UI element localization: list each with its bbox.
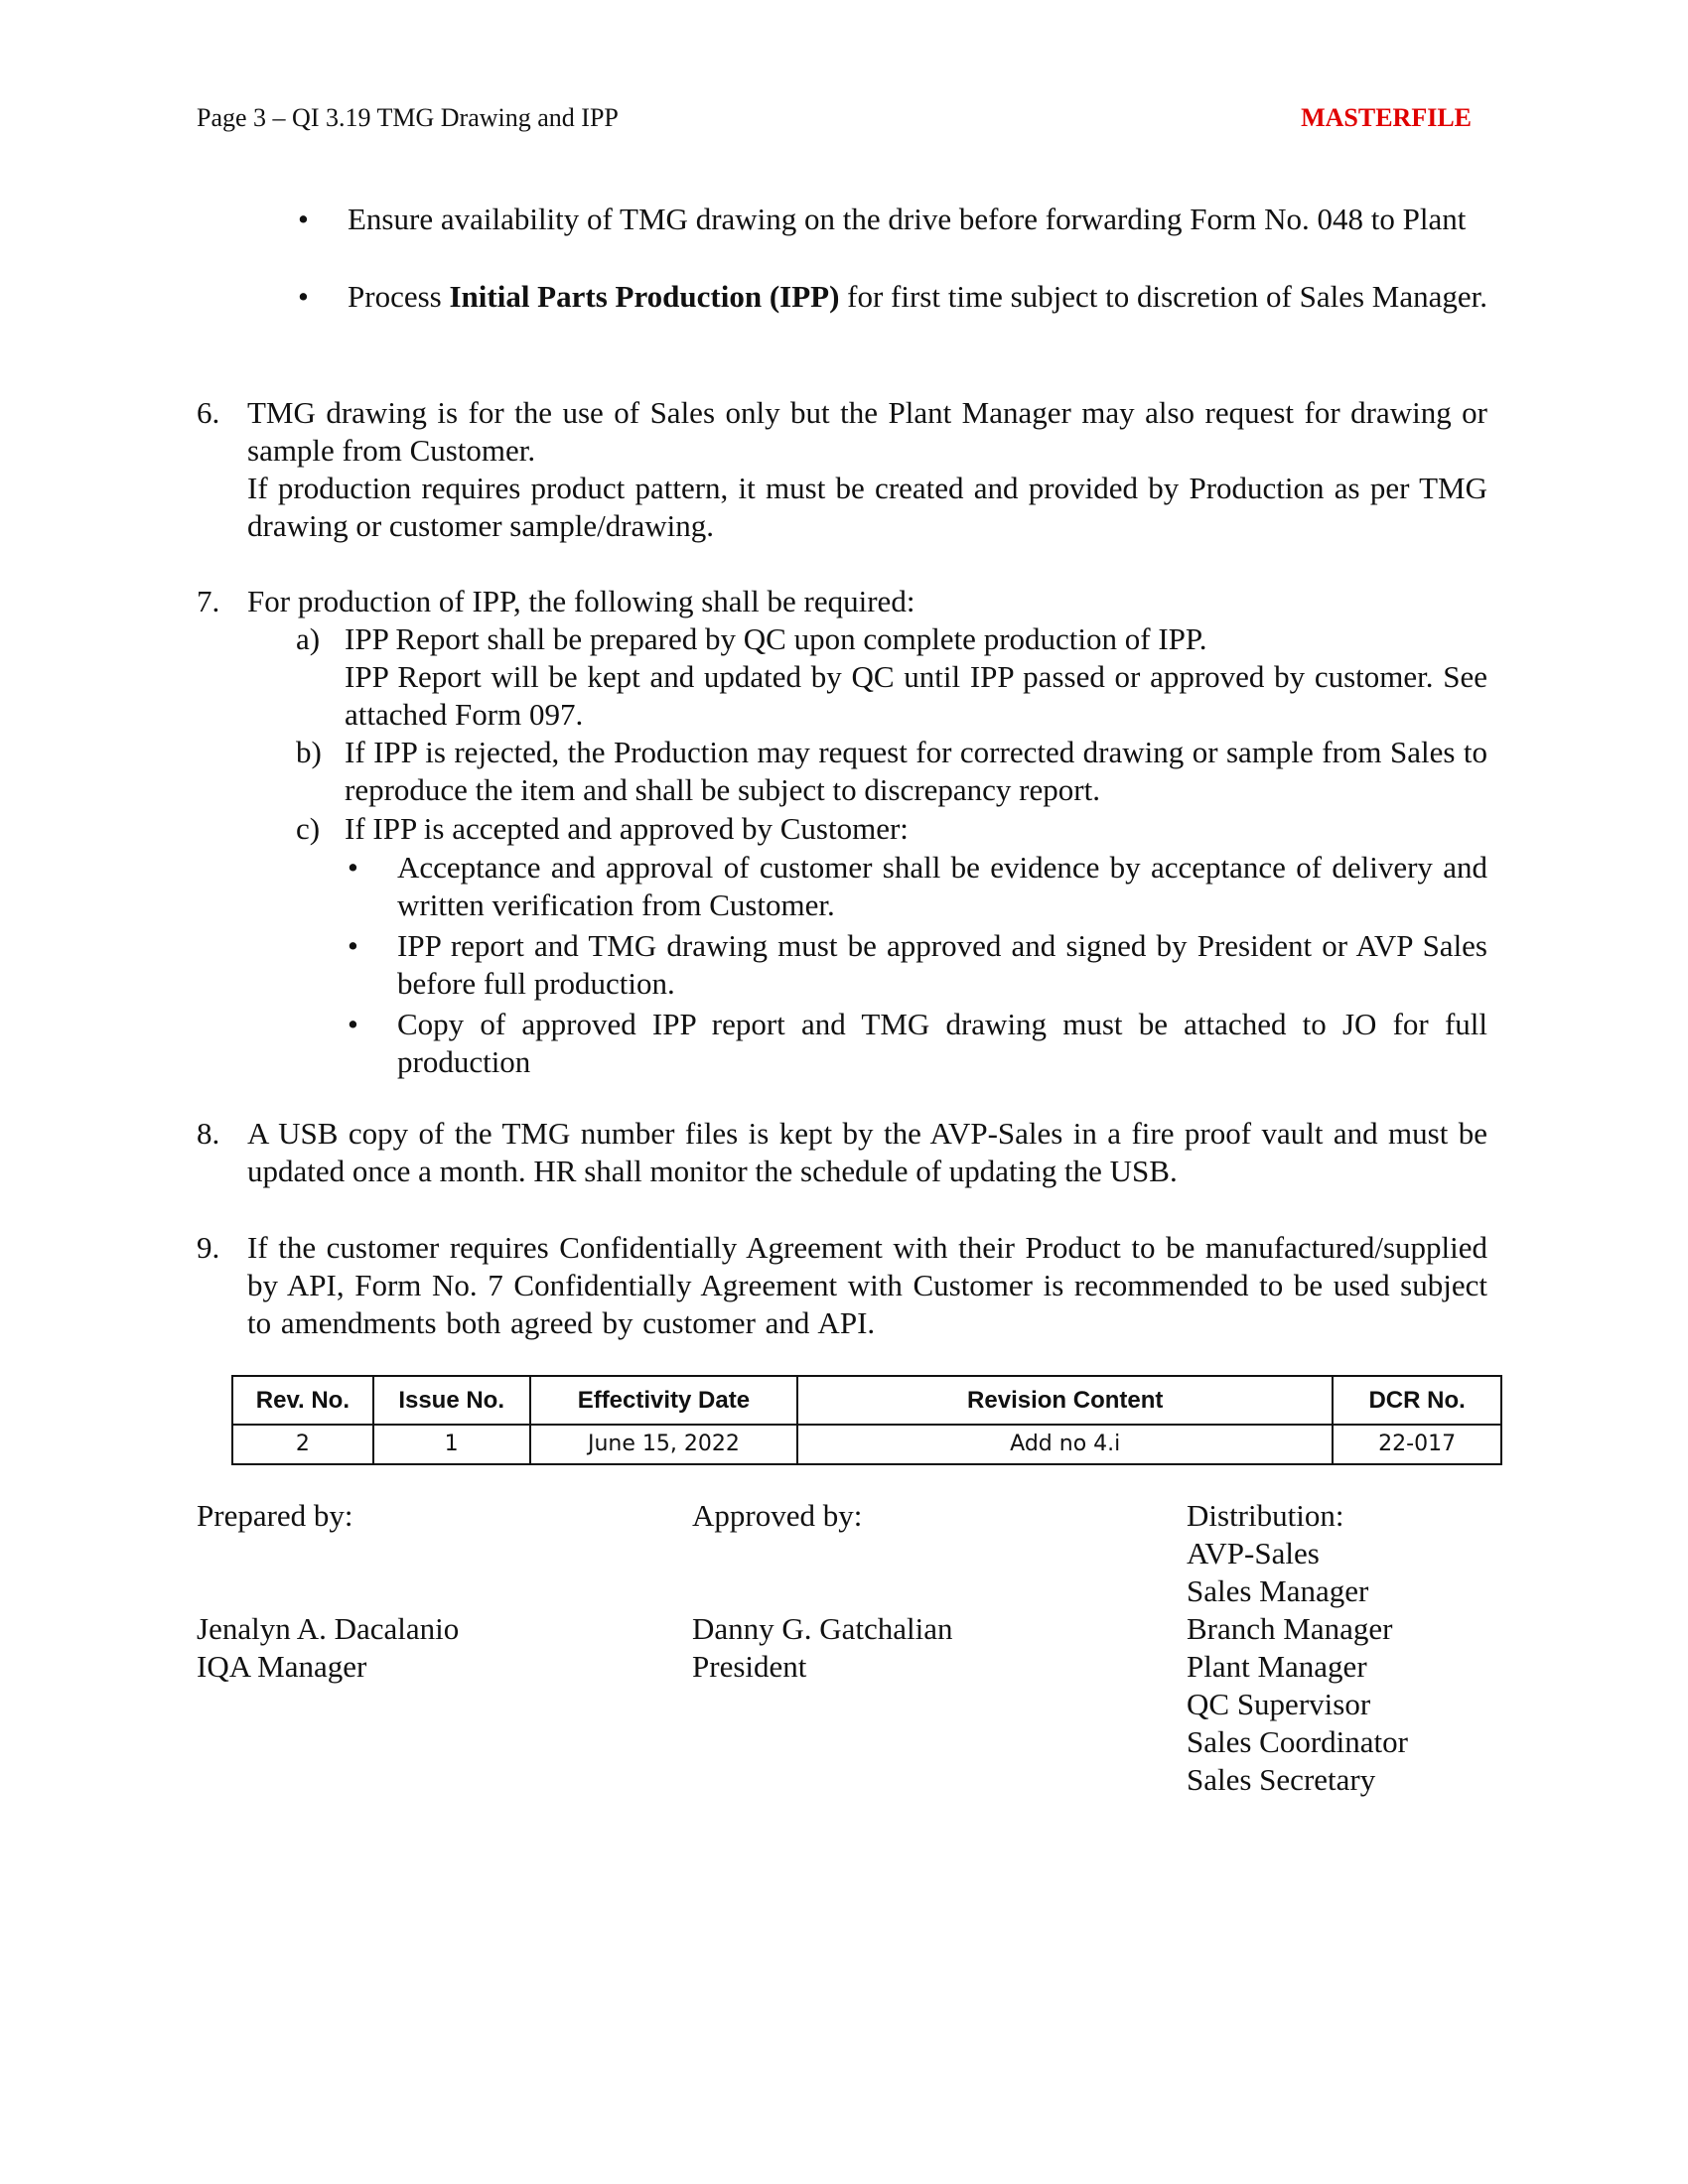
- column-header: Effectivity Date: [530, 1376, 798, 1425]
- approved-by-label: Approved by:: [692, 1498, 863, 1533]
- list-item-8: [197, 1115, 1487, 1194]
- list-item: [348, 849, 1487, 928]
- bullet-symbol: •: [348, 928, 358, 963]
- page-reference: Page 3 – QI 3.19 TMG Drawing and IPP: [197, 103, 619, 132]
- bullet-text: Process Initial Parts Production (IPP) for first time subject to discretion of Sales Manager.: [348, 279, 1487, 314]
- distribution-block: [1187, 1497, 1504, 1799]
- table-cell: Add no 4.i: [797, 1425, 1333, 1464]
- item-number: 7.: [197, 584, 220, 618]
- bullet-symbol: •: [348, 850, 358, 885]
- bullet-symbol: •: [298, 279, 309, 314]
- sub-text: IPP Report shall be prepared by QC upon complete production of IPP.: [345, 621, 1207, 656]
- list-item-7: [197, 583, 1487, 622]
- sub-label: a): [296, 621, 321, 656]
- sub-item-c: [296, 810, 1487, 850]
- list-item: [298, 201, 1487, 280]
- bullet-symbol: •: [298, 202, 309, 236]
- table-cell: 1: [373, 1425, 530, 1464]
- sub-label: b): [296, 735, 322, 769]
- column-header: DCR No.: [1333, 1376, 1501, 1425]
- distribution-item: Sales Secretary: [1187, 1762, 1376, 1797]
- preparer-title: IQA Manager: [197, 1649, 367, 1684]
- column-header: Issue No.: [373, 1376, 530, 1425]
- prepared-by-label: Prepared by:: [197, 1498, 353, 1533]
- sub-text: If IPP is accepted and approved by Customer:: [345, 811, 909, 846]
- sub-label: c): [296, 811, 321, 846]
- bullet-text: Ensure availability of TMG drawing on the drive before forwarding Form No. 048 to Plant: [348, 202, 1467, 236]
- bullet-text: Acceptance and approval of customer shall be evidence by acceptance of delivery and written verification from Customer.: [397, 850, 1487, 922]
- approver-name: Danny G. Gatchalian: [692, 1611, 953, 1646]
- item-text: For production of IPP, the following shall be required:: [247, 584, 915, 618]
- approver-title: President: [692, 1649, 807, 1684]
- table-header-row: [232, 1376, 1501, 1425]
- bullet-text: Copy of approved IPP report and TMG drawing must be attached to JO for full production: [397, 1007, 1487, 1079]
- sub-item-b: [296, 734, 1487, 813]
- column-header: Rev. No.: [232, 1376, 373, 1425]
- prepared-by-block: [197, 1497, 594, 1686]
- item-number: 9.: [197, 1230, 220, 1265]
- item-number: 6.: [197, 395, 220, 430]
- distribution-item: AVP-Sales: [1187, 1536, 1320, 1570]
- list-item-9: [197, 1229, 1487, 1348]
- distribution-item: Plant Manager: [1187, 1649, 1367, 1684]
- list-item-6: [197, 394, 1487, 553]
- distribution-item: Sales Coordinator: [1187, 1724, 1408, 1759]
- preparer-name: Jenalyn A. Dacalanio: [197, 1611, 460, 1646]
- list-item: [348, 1006, 1487, 1085]
- item-text: If production requires product pattern, it must be created and provided by Production as per TMG drawing or customer sample/drawing.: [247, 471, 1487, 543]
- bullet-symbol: •: [348, 1007, 358, 1041]
- sub-text: If IPP is rejected, the Production may request for corrected drawing or sample from Sales to reproduce the item and shall be subject to discrepancy report.: [345, 735, 1487, 807]
- table-row: [232, 1425, 1501, 1464]
- sub-item-a: [296, 620, 1487, 740]
- revision-table: [231, 1375, 1502, 1465]
- table-cell: 22-017: [1333, 1425, 1501, 1464]
- table-cell: June 15, 2022: [530, 1425, 798, 1464]
- list-item: [298, 278, 1487, 357]
- item-text: TMG drawing is for the use of Sales only but the Plant Manager may also request for drawing or sample from Customer.: [247, 395, 1487, 468]
- masterfile-label: MASTERFILE: [1301, 103, 1472, 132]
- column-header: Revision Content: [797, 1376, 1333, 1425]
- sub-text: IPP Report will be kept and updated by QC until IPP passed or approved by customer. See attached Form 097.: [345, 659, 1487, 732]
- item-text: If the customer requires Confidentially Agreement with their Product to be manufactured/supplied by API, Form No. 7 Confidentially Agreement with Customer is recommended to be used subject to amendments both agreed by customer and API.: [247, 1230, 1487, 1340]
- distribution-item: Branch Manager: [1187, 1611, 1393, 1646]
- page-header: [197, 99, 1472, 139]
- list-item: [348, 927, 1487, 1007]
- bullet-text: IPP report and TMG drawing must be approved and signed by President or AVP Sales before full production.: [397, 928, 1487, 1001]
- distribution-label: Distribution:: [1187, 1498, 1344, 1533]
- distribution-item: QC Supervisor: [1187, 1687, 1371, 1721]
- approved-by-block: [692, 1497, 1089, 1686]
- item-text: A USB copy of the TMG number files is kept by the AVP-Sales in a fire proof vault and must be updated once a month. HR shall monitor the schedule of updating the USB.: [247, 1116, 1487, 1188]
- distribution-item: Sales Manager: [1187, 1573, 1369, 1608]
- table-cell: 2: [232, 1425, 373, 1464]
- ipp-term: Initial Parts Production (IPP): [449, 279, 840, 314]
- item-number: 8.: [197, 1116, 220, 1151]
